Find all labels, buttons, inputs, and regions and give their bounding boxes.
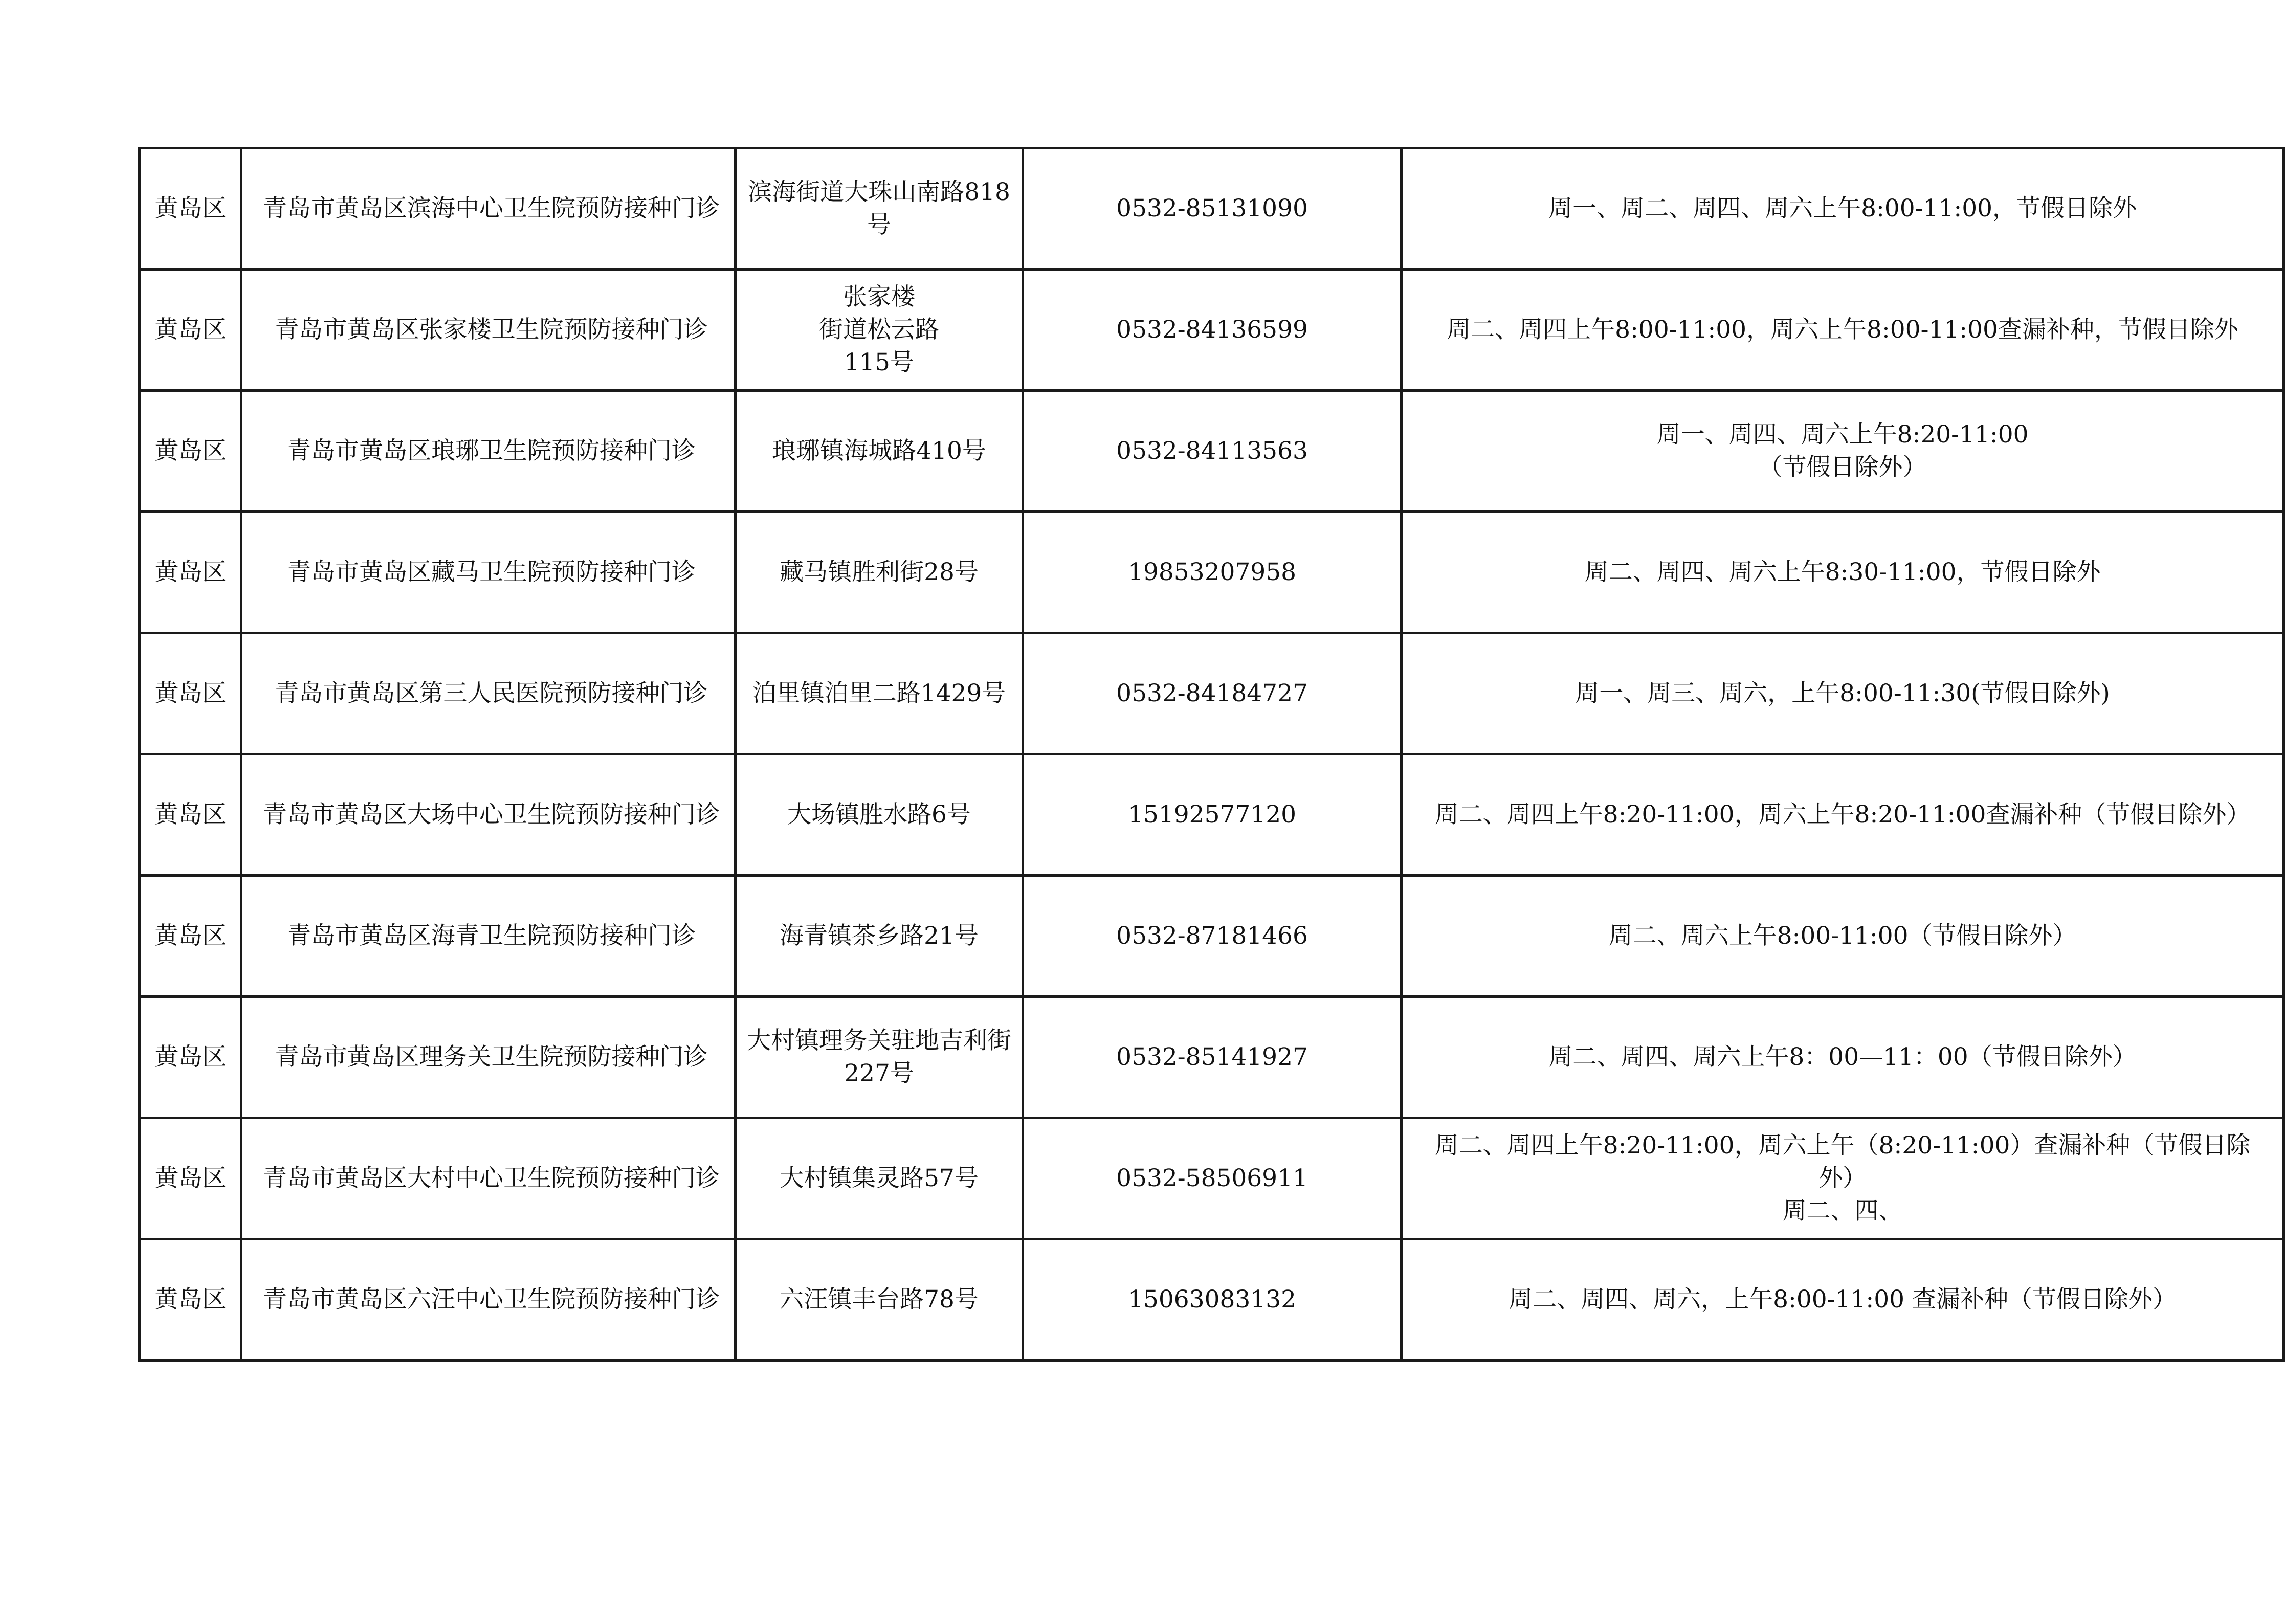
phone-cell: 0532-87181466 bbox=[1023, 876, 1401, 997]
table-row bbox=[140, 270, 2284, 391]
clinic-name-cell: 青岛市黄岛区张家楼卫生院预防接种门诊 bbox=[241, 270, 735, 391]
clinic-name-cell: 青岛市黄岛区第三人民医院预防接种门诊 bbox=[241, 633, 735, 754]
district-cell: 黄岛区 bbox=[140, 1239, 241, 1361]
phone-cell: 19853207958 bbox=[1023, 512, 1401, 633]
phone-cell: 0532-58506911 bbox=[1023, 1118, 1401, 1239]
service-hours-cell: 周二、周四、周六上午8:30-11:00，节假日除外 bbox=[1402, 512, 2284, 633]
phone-cell: 15063083132 bbox=[1023, 1239, 1401, 1361]
clinic-name-cell: 青岛市黄岛区大村中心卫生院预防接种门诊 bbox=[241, 1118, 735, 1239]
phone-cell: 15192577120 bbox=[1023, 754, 1401, 876]
address-cell: 六汪镇丰台路78号 bbox=[736, 1239, 1023, 1361]
address-cell: 琅琊镇海城路410号 bbox=[736, 391, 1023, 512]
address-cell: 大村镇集灵路57号 bbox=[736, 1118, 1023, 1239]
district-cell: 黄岛区 bbox=[140, 1118, 241, 1239]
service-hours-cell: 周二、周四上午8:20-11:00，周六上午（8:20-11:00）查漏补种（节假日除外） 周二、四、 bbox=[1402, 1118, 2284, 1239]
service-hours-cell: 周一、周二、周四、周六上午8:00-11:00，节假日除外 bbox=[1402, 148, 2284, 270]
service-hours-cell: 周一、周三、周六，上午8:00-11:30(节假日除外) bbox=[1402, 633, 2284, 754]
district-cell: 黄岛区 bbox=[140, 391, 241, 512]
clinic-name-cell: 青岛市黄岛区理务关卫生院预防接种门诊 bbox=[241, 997, 735, 1118]
table-row bbox=[140, 512, 2284, 633]
clinic-name-cell: 青岛市黄岛区琅琊卫生院预防接种门诊 bbox=[241, 391, 735, 512]
clinic-name-cell: 青岛市黄岛区滨海中心卫生院预防接种门诊 bbox=[241, 148, 735, 270]
address-cell: 藏马镇胜利街28号 bbox=[736, 512, 1023, 633]
table-body bbox=[140, 148, 2284, 1361]
phone-cell: 0532-85141927 bbox=[1023, 997, 1401, 1118]
address-cell: 泊里镇泊里二路1429号 bbox=[736, 633, 1023, 754]
service-hours-cell: 周二、周四上午8:00-11:00，周六上午8:00-11:00查漏补种，节假日除外 bbox=[1402, 270, 2284, 391]
service-hours-cell: 周一、周四、周六上午8:20-11:00 （节假日除外） bbox=[1402, 391, 2284, 512]
address-cell: 大场镇胜水路6号 bbox=[736, 754, 1023, 876]
table-row bbox=[140, 1239, 2284, 1361]
address-cell: 海青镇茶乡路21号 bbox=[736, 876, 1023, 997]
clinic-name-cell: 青岛市黄岛区藏马卫生院预防接种门诊 bbox=[241, 512, 735, 633]
address-cell: 滨海街道大珠山南路818号 bbox=[736, 148, 1023, 270]
service-hours-cell: 周二、周四、周六，上午8:00-11:00 查漏补种（节假日除外） bbox=[1402, 1239, 2284, 1361]
table-row bbox=[140, 391, 2284, 512]
service-hours-cell: 周二、周四上午8:20-11:00，周六上午8:20-11:00查漏补种（节假日除外） bbox=[1402, 754, 2284, 876]
phone-cell: 0532-85131090 bbox=[1023, 148, 1401, 270]
district-cell: 黄岛区 bbox=[140, 754, 241, 876]
table-row bbox=[140, 754, 2284, 876]
table-row bbox=[140, 997, 2284, 1118]
district-cell: 黄岛区 bbox=[140, 876, 241, 997]
clinic-name-cell: 青岛市黄岛区六汪中心卫生院预防接种门诊 bbox=[241, 1239, 735, 1361]
table-row bbox=[140, 148, 2284, 270]
district-cell: 黄岛区 bbox=[140, 148, 241, 270]
district-cell: 黄岛区 bbox=[140, 270, 241, 391]
table-row bbox=[140, 633, 2284, 754]
clinic-name-cell: 青岛市黄岛区大场中心卫生院预防接种门诊 bbox=[241, 754, 735, 876]
service-hours-cell: 周二、周六上午8:00-11:00（节假日除外） bbox=[1402, 876, 2284, 997]
address-cell: 大村镇理务关驻地吉利街227号 bbox=[736, 997, 1023, 1118]
district-cell: 黄岛区 bbox=[140, 633, 241, 754]
district-cell: 黄岛区 bbox=[140, 997, 241, 1118]
phone-cell: 0532-84136599 bbox=[1023, 270, 1401, 391]
district-cell: 黄岛区 bbox=[140, 512, 241, 633]
phone-cell: 0532-84113563 bbox=[1023, 391, 1401, 512]
table-row bbox=[140, 876, 2284, 997]
address-cell: 张家楼 街道松云路 115号 bbox=[736, 270, 1023, 391]
clinic-name-cell: 青岛市黄岛区海青卫生院预防接种门诊 bbox=[241, 876, 735, 997]
service-hours-cell: 周二、周四、周六上午8：00—11：00（节假日除外） bbox=[1402, 997, 2284, 1118]
phone-cell: 0532-84184727 bbox=[1023, 633, 1401, 754]
table-row bbox=[140, 1118, 2284, 1239]
vaccination-clinic-table bbox=[138, 147, 2285, 1362]
